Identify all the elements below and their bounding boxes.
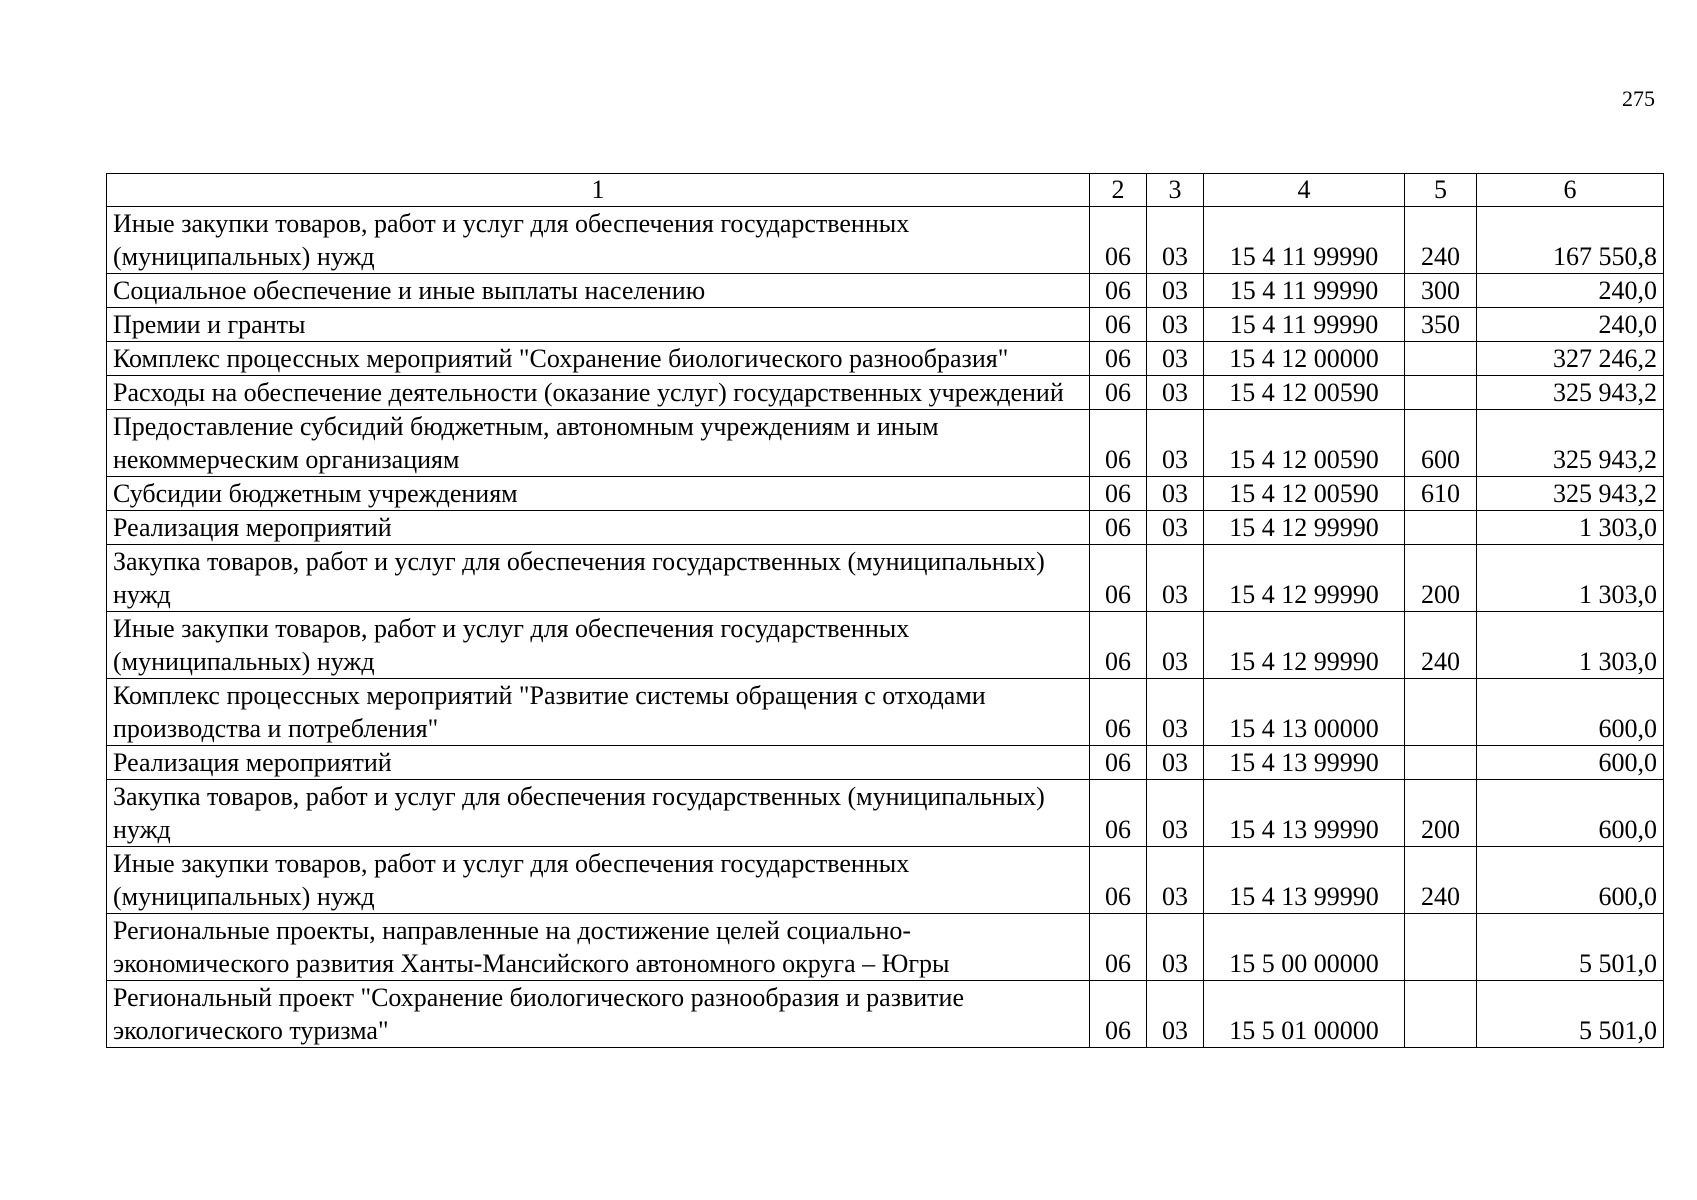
cell-expense-type: 610 xyxy=(1405,477,1477,511)
cell-subsection: 03 xyxy=(1147,746,1204,780)
cell-amount: 600,0 xyxy=(1477,847,1664,914)
table-row xyxy=(107,308,1664,342)
cell-target-article: 15 4 12 99990 xyxy=(1204,612,1405,679)
cell-expense-type xyxy=(1405,511,1477,545)
cell-subsection: 03 xyxy=(1147,342,1204,376)
cell-section: 06 xyxy=(1090,847,1147,914)
table-row xyxy=(107,612,1664,679)
table-row xyxy=(107,847,1664,914)
cell-amount: 1 303,0 xyxy=(1477,545,1664,612)
table-row xyxy=(107,746,1664,780)
cell-expense-type xyxy=(1405,914,1477,981)
cell-section: 06 xyxy=(1090,545,1147,612)
page-number: 275 xyxy=(1622,86,1655,111)
table-row xyxy=(107,981,1664,1048)
cell-section: 06 xyxy=(1090,914,1147,981)
cell-subsection: 03 xyxy=(1147,545,1204,612)
cell-amount: 325 943,2 xyxy=(1477,477,1664,511)
cell-amount: 327 246,2 xyxy=(1477,342,1664,376)
cell-subsection: 03 xyxy=(1147,477,1204,511)
cell-subsection: 03 xyxy=(1147,780,1204,847)
cell-subsection: 03 xyxy=(1147,376,1204,410)
table-row xyxy=(107,511,1664,545)
cell-expense-type: 200 xyxy=(1405,545,1477,612)
cell-target-article: 15 4 12 00590 xyxy=(1204,410,1405,477)
header-col-6: 6 xyxy=(1477,174,1664,207)
cell-name: Расходы на обеспечение деятельности (оказание услуг) государственных учреждений xyxy=(107,376,1090,410)
cell-target-article: 15 4 13 99990 xyxy=(1204,746,1405,780)
table-row xyxy=(107,914,1664,981)
cell-name: Комплекс процессных мероприятий "Развитие системы обращения с отходами производства и потребления" xyxy=(107,679,1090,746)
cell-subsection: 03 xyxy=(1147,308,1204,342)
cell-amount: 600,0 xyxy=(1477,746,1664,780)
cell-expense-type: 240 xyxy=(1405,207,1477,274)
cell-name: Закупка товаров, работ и услуг для обеспечения государственных (муниципальных) нужд xyxy=(107,545,1090,612)
cell-amount: 240,0 xyxy=(1477,274,1664,308)
cell-section: 06 xyxy=(1090,342,1147,376)
cell-subsection: 03 xyxy=(1147,981,1204,1048)
cell-target-article: 15 4 11 99990 xyxy=(1204,308,1405,342)
cell-name: Реализация мероприятий xyxy=(107,511,1090,545)
cell-subsection: 03 xyxy=(1147,679,1204,746)
cell-section: 06 xyxy=(1090,746,1147,780)
cell-name: Реализация мероприятий xyxy=(107,746,1090,780)
cell-expense-type: 200 xyxy=(1405,780,1477,847)
cell-target-article: 15 4 12 99990 xyxy=(1204,545,1405,612)
cell-expense-type xyxy=(1405,342,1477,376)
cell-expense-type: 600 xyxy=(1405,410,1477,477)
cell-amount: 167 550,8 xyxy=(1477,207,1664,274)
header-row xyxy=(107,174,1664,207)
cell-target-article: 15 4 13 99990 xyxy=(1204,847,1405,914)
cell-subsection: 03 xyxy=(1147,207,1204,274)
table-row xyxy=(107,207,1664,274)
cell-name: Закупка товаров, работ и услуг для обеспечения государственных (муниципальных) нужд xyxy=(107,780,1090,847)
cell-name: Субсидии бюджетным учреждениям xyxy=(107,477,1090,511)
cell-section: 06 xyxy=(1090,376,1147,410)
cell-amount: 325 943,2 xyxy=(1477,376,1664,410)
cell-target-article: 15 4 13 00000 xyxy=(1204,679,1405,746)
cell-amount: 5 501,0 xyxy=(1477,914,1664,981)
cell-amount: 600,0 xyxy=(1477,780,1664,847)
cell-expense-type xyxy=(1405,981,1477,1048)
table-body xyxy=(107,207,1664,1048)
cell-expense-type: 300 xyxy=(1405,274,1477,308)
cell-name: Комплекс процессных мероприятий "Сохранение биологического разнообразия" xyxy=(107,342,1090,376)
cell-section: 06 xyxy=(1090,207,1147,274)
cell-section: 06 xyxy=(1090,981,1147,1048)
table-row xyxy=(107,780,1664,847)
table-row xyxy=(107,679,1664,746)
cell-amount: 600,0 xyxy=(1477,679,1664,746)
cell-target-article: 15 4 12 99990 xyxy=(1204,511,1405,545)
cell-amount: 240,0 xyxy=(1477,308,1664,342)
cell-section: 06 xyxy=(1090,477,1147,511)
cell-subsection: 03 xyxy=(1147,410,1204,477)
header-col-3: 3 xyxy=(1147,174,1204,207)
table-row xyxy=(107,545,1664,612)
table-row xyxy=(107,410,1664,477)
cell-section: 06 xyxy=(1090,511,1147,545)
cell-expense-type xyxy=(1405,746,1477,780)
cell-expense-type xyxy=(1405,376,1477,410)
cell-name: Предоставление субсидий бюджетным, автономным учреждениям и иным некоммерческим организациям xyxy=(107,410,1090,477)
cell-subsection: 03 xyxy=(1147,914,1204,981)
cell-section: 06 xyxy=(1090,612,1147,679)
cell-target-article: 15 4 11 99990 xyxy=(1204,207,1405,274)
cell-name: Иные закупки товаров, работ и услуг для обеспечения государственных (муниципальных) нужд xyxy=(107,847,1090,914)
cell-amount: 325 943,2 xyxy=(1477,410,1664,477)
cell-amount: 1 303,0 xyxy=(1477,511,1664,545)
header-col-4: 4 xyxy=(1204,174,1405,207)
cell-name: Премии и гранты xyxy=(107,308,1090,342)
budget-table xyxy=(106,173,1664,1048)
cell-expense-type: 240 xyxy=(1405,612,1477,679)
cell-subsection: 03 xyxy=(1147,511,1204,545)
cell-section: 06 xyxy=(1090,679,1147,746)
header-col-1: 1 xyxy=(107,174,1090,207)
header-col-5: 5 xyxy=(1405,174,1477,207)
table-row xyxy=(107,376,1664,410)
cell-subsection: 03 xyxy=(1147,274,1204,308)
cell-expense-type: 240 xyxy=(1405,847,1477,914)
cell-target-article: 15 4 12 00590 xyxy=(1204,376,1405,410)
cell-target-article: 15 4 12 00590 xyxy=(1204,477,1405,511)
cell-target-article: 15 5 01 00000 xyxy=(1204,981,1405,1048)
cell-subsection: 03 xyxy=(1147,612,1204,679)
table-row xyxy=(107,477,1664,511)
cell-expense-type: 350 xyxy=(1405,308,1477,342)
cell-name: Региональные проекты, направленные на достижение целей социально-экономического развития Ханты-Мансийского автономного округа – Югры xyxy=(107,914,1090,981)
cell-target-article: 15 4 11 99990 xyxy=(1204,274,1405,308)
cell-section: 06 xyxy=(1090,308,1147,342)
cell-amount: 5 501,0 xyxy=(1477,981,1664,1048)
cell-expense-type xyxy=(1405,679,1477,746)
cell-section: 06 xyxy=(1090,274,1147,308)
cell-name: Иные закупки товаров, работ и услуг для обеспечения государственных (муниципальных) нужд xyxy=(107,612,1090,679)
cell-subsection: 03 xyxy=(1147,847,1204,914)
cell-target-article: 15 5 00 00000 xyxy=(1204,914,1405,981)
cell-name: Региональный проект "Сохранение биологического разнообразия и развитие экологического туризма" xyxy=(107,981,1090,1048)
cell-target-article: 15 4 13 99990 xyxy=(1204,780,1405,847)
cell-target-article: 15 4 12 00000 xyxy=(1204,342,1405,376)
header-col-2: 2 xyxy=(1090,174,1147,207)
table-row xyxy=(107,274,1664,308)
table-row xyxy=(107,342,1664,376)
cell-section: 06 xyxy=(1090,780,1147,847)
cell-name: Социальное обеспечение и иные выплаты населению xyxy=(107,274,1090,308)
cell-section: 06 xyxy=(1090,410,1147,477)
cell-amount: 1 303,0 xyxy=(1477,612,1664,679)
cell-name: Иные закупки товаров, работ и услуг для обеспечения государственных (муниципальных) нужд xyxy=(107,207,1090,274)
